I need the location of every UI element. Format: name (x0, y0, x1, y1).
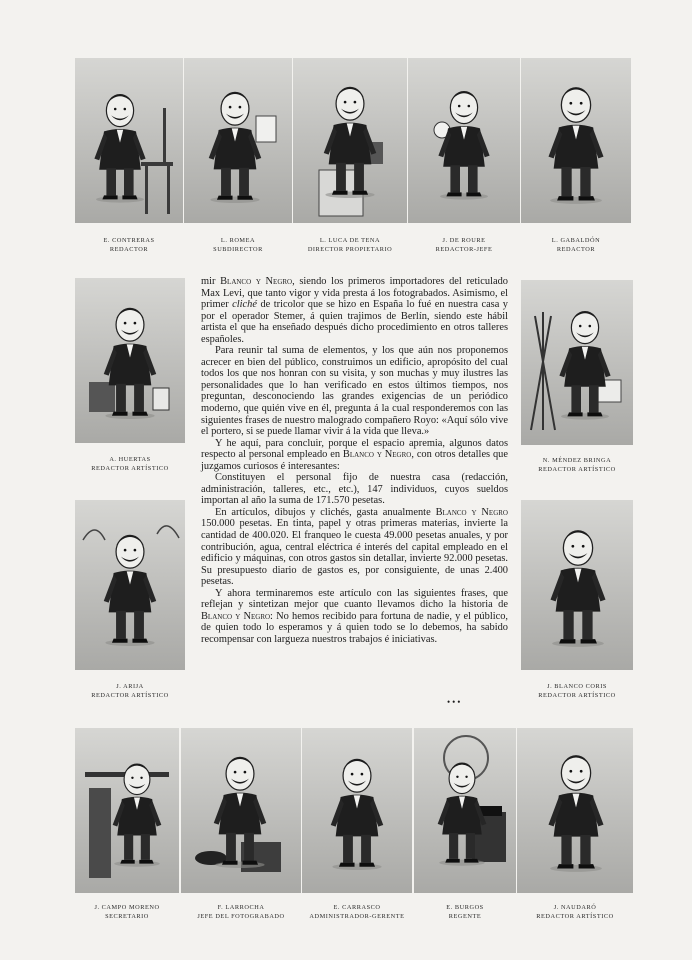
caption-name: J. CAMPO MORENO (94, 904, 160, 911)
caption-campo-moreno (75, 903, 179, 921)
caption-role: ADMINISTRADOR-GERENTE (309, 913, 405, 920)
brand-name: Blanco y Negro (220, 276, 293, 287)
article-paragraph (201, 276, 508, 345)
text-run-italic: cliché (232, 299, 257, 311)
caption-carrasco (302, 903, 412, 921)
text-run: mir (201, 276, 221, 287)
caption-name: E. CONTRERAS (103, 237, 155, 244)
text-run: En artículos, dibujos y clichés, gasta anualmente (215, 506, 436, 518)
caption-role: REDACTOR ARTÍSTICO (538, 692, 616, 699)
caption-role: JEFE DEL FOTOGRABADO (197, 913, 285, 920)
text-run: Y ahora terminaremos este artículo con las siguientes frases, que reflejan y sintetizan mejor que cuanto llevamos dicho la historia de (201, 587, 508, 611)
portrait-blanco-coris (521, 500, 633, 670)
caption-name: J. DE ROURE (442, 237, 486, 244)
portrait-burgos (414, 728, 516, 893)
caption-larrocha (181, 903, 301, 921)
caption-burgos (414, 903, 516, 921)
article-body (201, 276, 508, 646)
caption-role: DIRECTOR PROPIETARIO (307, 246, 393, 253)
caption-name: J. BLANCO CORIS (547, 683, 607, 690)
caption-name: J. NAUDARÓ (553, 904, 597, 911)
caption-name: E. BURGOS (446, 904, 484, 911)
text-run: de tricolor que se hizo en España lo fué en nuestra casa y por el operador Stemer, á quien trajimos de Berlín, siendo este hábil artista el que ha enseñado después dicho procedimiento en otros talleres españoles. (201, 299, 508, 345)
caption-name: L. GABALDÓN (551, 237, 601, 244)
caption-naudaro (517, 903, 633, 921)
caption-blanco-coris (521, 682, 633, 700)
caption-name: A. HUERTAS (109, 456, 151, 463)
caption-name: F. LARROCHA (217, 904, 265, 911)
caption-role: REDACTOR ARTÍSTICO (538, 466, 616, 473)
article-paragraph (201, 438, 508, 473)
brand-name: Blanco y Negro (342, 449, 412, 461)
caption-role: SECRETARIO (105, 913, 149, 920)
text-run: Y he aquí, para concluir, porque el espacio apremia, algunos datos respecto al personal empleado en (201, 437, 508, 461)
portrait-luca-de-tena (293, 58, 407, 223)
caption-gabaldon (521, 236, 631, 254)
caption-romea (184, 236, 292, 254)
brand-name: Blanco y Negro (201, 610, 271, 622)
article-paragraph (201, 507, 508, 588)
caption-huertas (75, 455, 185, 473)
text-run: : No hemos recibido para fortuna de nadie, y el público, de quien todo lo esperamos y á quien todo se lo debemos, ha sabido recompensar con largueza nuestros trabajos é iniciativas. (201, 610, 508, 645)
caption-name: L. ROMEA (220, 237, 256, 244)
article-paragraph: Constituyen el personal fijo de nuestra casa (redacción, administración, talleres, etc., etc.), 147 individuos, cuyos sueldos importan al año la suma de 171.570 pesetas. (201, 472, 508, 507)
caption-name: L. LUCA DE TENA (319, 237, 381, 244)
caption-role: REDACTOR ARTÍSTICO (91, 692, 169, 699)
caption-role: REDACTOR (556, 246, 596, 253)
portrait-arija (75, 500, 185, 670)
caption-name: J. ARIJA (116, 683, 144, 690)
caption-luca-de-tena (293, 236, 407, 254)
caption-role: REGENTE (448, 913, 482, 920)
caption-role: REDACTOR ARTÍSTICO (91, 465, 169, 472)
caption-name: N. MÉNDEZ BRINGA (542, 457, 612, 464)
portrait-larrocha (181, 728, 301, 893)
caption-arija (75, 682, 185, 700)
text-run: 150.000 pesetas. En tinta, papel y otras primeras materias, invierte la cantidad de 400.020. El franqueo le cuesta 49.000 pesetas anuales, y por contribución, agua, central eléctrica é interés del capital empleado en el edificio y máquinas, con otros gastos sin detallar, invierte 92.000 pesetas. Su presupuesto diario de gastos es, por consiguiente, de unas 2.400 pesetas. (201, 518, 508, 588)
portrait-naudaro (517, 728, 633, 893)
caption-role: SUBDIRECTOR (213, 246, 263, 253)
portrait-huertas (75, 278, 185, 443)
article-paragraph (201, 588, 508, 646)
portrait-contreras (75, 58, 183, 223)
caption-role: REDACTOR-JEFE (435, 246, 493, 253)
caption-role: REDACTOR (109, 246, 149, 253)
caption-name: E. CARRASCO (333, 904, 381, 911)
text-run: , siendo los primeros importadores del reticulado Max Levi, que tanto vigor y vida presta á los fotograbados. Asimismo, el primer (201, 276, 508, 311)
portrait-romea (184, 58, 292, 223)
portrait-de-roure (408, 58, 520, 223)
caption-de-roure (408, 236, 520, 254)
article-paragraph: Para reunir tal suma de elementos, y los que aún nos proponemos acrecer en bien del público, construimos un edificio, apropósito del cual todos los que nos honran con su visita, y son muchas y muy ilustres las personalidades que lo han verificado en estos últimos tiempos, nos preguntan, desconociendo las grandes exigencias de un periódico moderno, que quién vive en él, pregunta á la cual responderemos con las siguientes frases de nuestro malogrado compañero Royo: «Aquí sólo vive el portero, si se puede llamar vivir á la vida que lleva.» (201, 345, 508, 438)
portrait-campo-moreno (75, 728, 179, 893)
caption-role: REDACTOR ARTÍSTICO (536, 913, 614, 920)
portrait-carrasco (302, 728, 412, 893)
end-mark: ••• (447, 697, 463, 707)
caption-contreras (75, 236, 183, 254)
portrait-gabaldon (521, 58, 631, 223)
brand-name: Blanco y Negro (435, 506, 508, 518)
portrait-mendez-bringa (521, 280, 633, 445)
text-run: , con otros detalles que juzgamos curiosos é interesantes: (201, 449, 508, 472)
caption-mendez-bringa (521, 456, 633, 474)
